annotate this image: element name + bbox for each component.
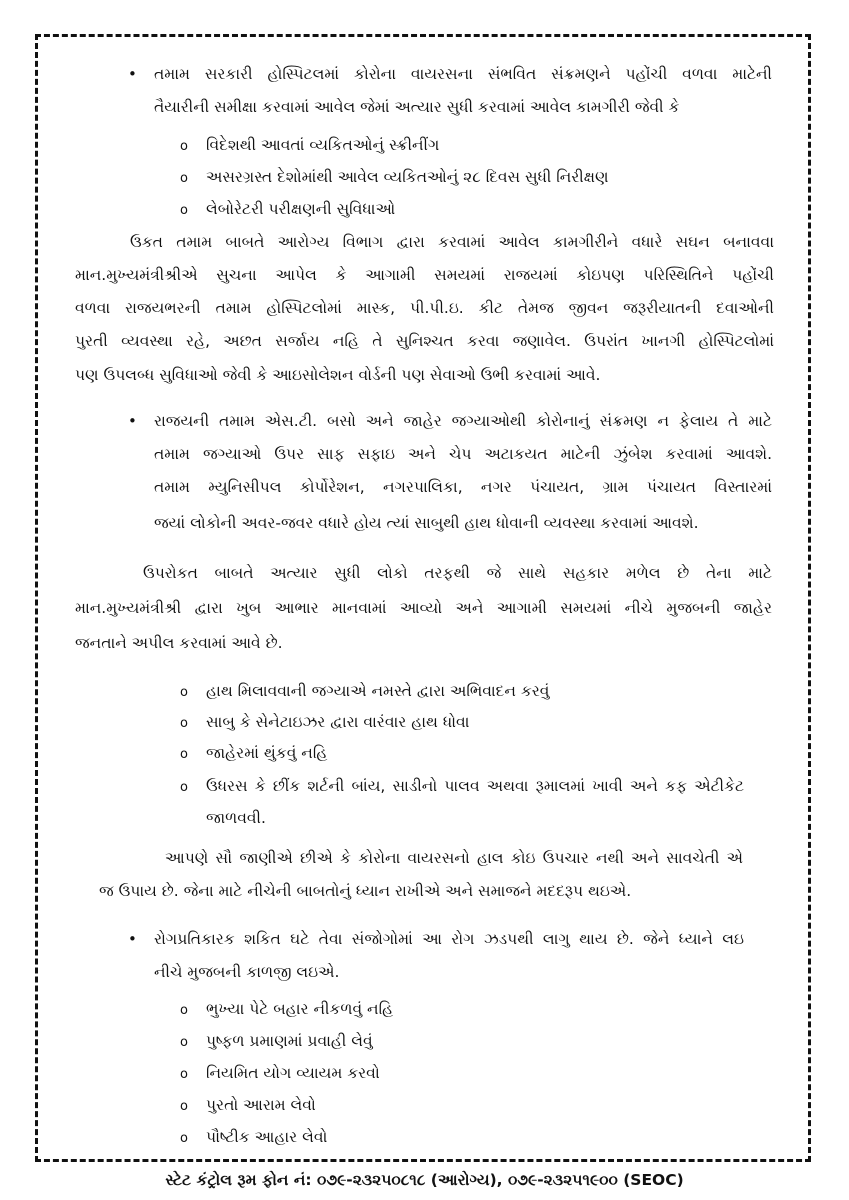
paragraph1-line-1: ઉકત તમામ બાબતે આરોગ્ય વિભાગ દ્વારા કરવામાં આવેલ કામગીરીને વધારે સઘન બનાવવા — [130, 233, 774, 251]
sub-bullet-marker: o — [180, 1035, 188, 1050]
sub-bullet-marker: o — [180, 139, 188, 154]
appeal-item-4: ઉધરસ કે છીંક શર્ટની બાંય, સાડીનો પાલવ અથવા રૂમાલમાં ખાવી અને કફ એટીકેટ — [206, 777, 744, 795]
section3-sub-item-2: પુષ્ફળ પ્રમાણમાં પ્રવાહી લેવું — [206, 1032, 373, 1050]
paragraph2-line-2: માન.મુખ્યમંત્રીશ્રી દ્વારા ખુબ આભાર માનવામાં આવ્યો અને આગામી સમયમાં નીચે મુજબની જાહેર — [75, 599, 772, 617]
sub-bullet-marker: o — [180, 203, 188, 218]
paragraph2-line-3: જનતાને અપીલ કરવામાં આવે છે. — [75, 634, 283, 652]
section3-line-2: નીચે મુજબની કાળજી લઇએ. — [154, 963, 340, 981]
paragraph2-line-1: ઉપરોકત બાબતે અત્યાર સુધી લોકો તરફથી જે સાથે સહકાર મળેલ છે તેના માટે — [143, 564, 772, 582]
sub-bullet-marker: o — [180, 747, 188, 762]
section1-sub-item-2: અસરગ્રસ્ત દેશોમાંથી આવેલ વ્યકિતઓનું ૨૮ દિવસ સુધી નિરીક્ષણ — [206, 168, 609, 186]
section1-sub-item-1: વિદેશથી આવતાં વ્યકિતઓનું સ્ક્રીનીંગ — [206, 136, 440, 154]
paragraph1-line-2: માન.મુખ્યમંત્રીશ્રીએ સુચના આપેલ કે આગામી સમયમાં રાજયમાં કોઇપણ પરિસ્થિતિને પહોંચી — [75, 266, 774, 284]
section2-line-3: તમામ મ્યુનિસીપલ કોર્પોરેશન, નગરપાલિકા, નગર પંચાયત, ગ્રામ પંચાયત વિસ્તારમાં — [154, 478, 772, 496]
paragraph1-line-5: પણ ઉપલબ્ધ સુવિધાઓ જેવી કે આઇસોલેશન વોર્ડની પણ સેવાઓ ઉભી કરવામાં આવે. — [75, 366, 601, 384]
section1-sub-item-3: લેબોરેટરી પરીક્ષણની સુવિધાઓ — [206, 200, 396, 218]
sub-bullet-marker: o — [180, 1131, 188, 1146]
appeal-item-2: સાબુ કે સેનેટાઇઝર દ્વારા વારંવાર હાથ ધોવા — [206, 713, 470, 731]
bullet-marker: • — [128, 65, 137, 83]
sub-bullet-marker: o — [180, 685, 188, 700]
section3-sub-item-3: નિયમિત યોગ વ્યાયમ કરવો — [206, 1064, 380, 1082]
sub-bullet-marker: o — [180, 780, 188, 795]
section1-line-1: તમામ સરકારી હોસ્પિટલમાં કોરોના વાયરસના સંભવિત સંક્રમણને પહોંચી વળવા માટેની — [154, 65, 772, 83]
section3-sub-item-4: પુરતો આરામ લેવો — [206, 1096, 316, 1114]
bullet-marker: • — [128, 930, 137, 948]
bullet-marker: • — [128, 412, 137, 430]
sub-bullet-marker: o — [180, 716, 188, 731]
section2-line-4: જયાં લોકોની અવર-જવર વધારે હોય ત્યાં સાબુથી હાથ ધોવાની વ્યવસ્થા કરવામાં આવશે. — [154, 514, 699, 532]
paragraph3-line-2: જ ઉપાય છે. જેના માટે નીચેની બાબતોનું ધ્યાન રાખીએ અને સમાજને મદદરૂપ થઇએ. — [99, 882, 632, 900]
section3-line-1: રોગપ્રતિકારક શકિત ઘટે તેવા સંજોગોમાં આ રોગ ઝડપથી લાગુ થાય છે. જેને ધ્યાને લઇ — [154, 930, 744, 948]
paragraph1-line-4: પુરતી વ્યવસ્થા રહે, અછત સર્જાય નહિ તે સુનિશ્ચત કરવા જણાવેલ. ઉપરાંત ખાનગી હોસ્પિટલોમાં — [75, 332, 774, 350]
paragraph1-line-3: વળવા રાજયભરની તમામ હોસ્પિટલોમાં માસ્ક, પી.પી.ઇ. કીટ તેમજ જીવન જરૂરીયાતની દવાઓની — [75, 299, 774, 317]
sub-bullet-marker: o — [180, 1099, 188, 1114]
section3-sub-item-5: પૌષ્ટીક આહાર લેવો — [206, 1128, 328, 1146]
sub-bullet-marker: o — [180, 1067, 188, 1082]
appeal-item-4-continued: જાળવવી. — [206, 809, 266, 827]
sub-bullet-marker: o — [180, 1003, 188, 1018]
section2-line-2: તમામ જગ્યાઓ ઉપર સાફ સફાઇ અને ચેપ અટાકયત માટેની ઝુંબેશ કરવામાં આવશે. — [154, 445, 772, 463]
section2-line-1: રાજયની તમામ એસ.ટી. બસો અને જાહેર જગ્યાઓથી કોરોનાનું સંક્રમણ ન ફેલાય તે માટે — [154, 412, 772, 430]
section3-sub-item-1: ભુખ્યા પેટે બહાર નીકળવું નહિ — [206, 1000, 394, 1018]
control-room-footer: સ્ટેટ કંટ્રોલ રૂમ ફોન નં: ૦૭૯-૨૩૨૫૦૮૧૮ (આરોગ્ય), ૦૭૯-૨૩૨૫૧૯૦૦ (SEOC) — [165, 1171, 684, 1189]
paragraph3-line-1: આપણે સૌ જાણીએ છીએ કે કોરોના વાયરસનો હાલ કોઇ ઉપચાર નથી અને સાવચેતી એ — [165, 849, 743, 867]
section1-line-2: તૈયારીની સમીક્ષા કરવામાં આવેલ જેમાં અત્યાર સુધી કરવામાં આવેલ કામગીરી જેવી કે — [154, 98, 680, 116]
appeal-item-3: જાહેરમાં થુંકવું નહિ — [206, 744, 328, 762]
sub-bullet-marker: o — [180, 171, 188, 186]
appeal-item-1: હાથ મિલાવવાની જગ્યાએ નમસ્તે દ્વારા અભિવાદન કરવું — [206, 682, 550, 700]
